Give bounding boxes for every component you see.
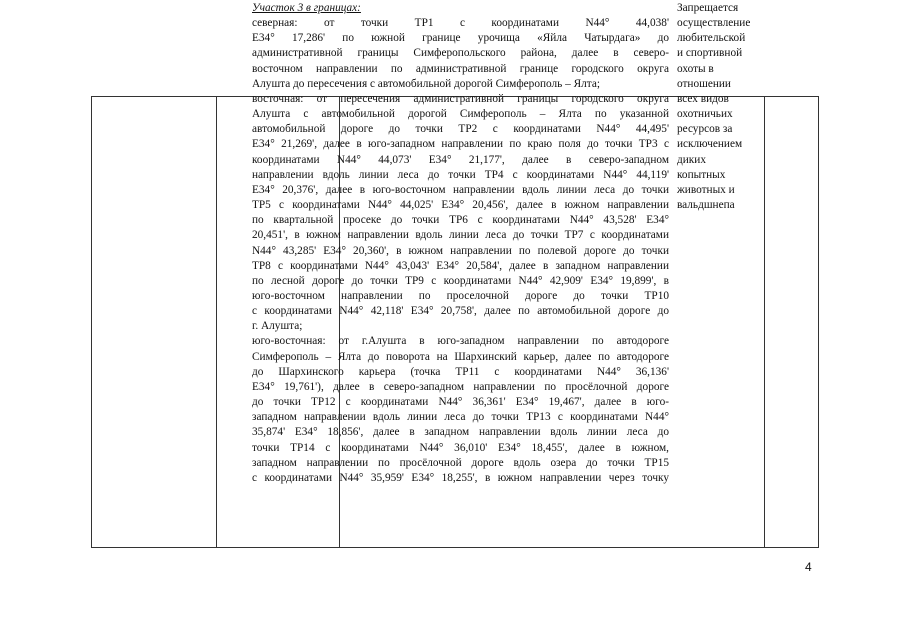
restriction-line: животных и (677, 183, 735, 196)
text-line: до Шархинского карьера (точка ТР11 с координатами N44° 36,136' (252, 365, 669, 378)
text-line: N44° 43,285' E34° 20,360', в южном направлении по полевой дороге до точки (252, 244, 669, 257)
text-line: западном направлении по просёлочной дороге вдоль озера до точки ТР15 (252, 456, 669, 469)
text-line: Алушта до пересечения с автомобильной дорогой Симферополь – Ялта; (252, 77, 600, 90)
text-line: ТР8 с координатами N44° 43,043' E34° 20,584', далее в западном направлении (252, 259, 669, 272)
text-line: по квартальной просеке до точки ТР6 с координатами N44° 43,528' E34° (252, 214, 669, 227)
restriction-line: копытных (677, 168, 726, 181)
text-line: ТР5 с координатами N44° 44,025' E34° 20,456', далее в южном направлении (252, 199, 669, 212)
text-line: до точки ТР12 с координатами N44° 36,361' E34° 19,467', далее в юго- (252, 396, 669, 409)
restriction-line: осуществление (677, 17, 751, 30)
restriction-line: диких (677, 153, 706, 166)
restriction-line: и спортивной (677, 47, 743, 60)
text-line: юго-восточная: от г.Алушта в юго-западном направлении по автодороге (252, 335, 669, 348)
text-line: с координатами N44° 35,959' E34° 18,255', в южном направлении через точку (252, 471, 669, 484)
text-line: E34° 17,286' по южной границе урочища «Яйла Чатырдага» до (252, 32, 669, 45)
text-line: административной границы Симферопольского района, далее в северо- (252, 47, 669, 60)
text-line: северная: от точки ТР1 с координатами N44° 44,038' (252, 17, 669, 30)
text-line: 35,874' E34° 18,856', далее в западном направлении вдоль линии леса до (252, 426, 669, 439)
text-line: по лесной дороге до точки ТР9 с координатами N44° 42,909' E34° 19,899', в (252, 274, 669, 287)
restriction-line: отношении (677, 77, 731, 90)
restriction-line: всех видов (677, 92, 729, 105)
restriction-line: Запрещается (677, 2, 739, 14)
text-line: координатами N44° 44,073' E34° 21,177', далее в северо-западном (252, 153, 669, 166)
boundary-description (252, 1, 669, 486)
text-line: восточная: от пересечения административной границы городского округа (252, 92, 669, 105)
text-line: г. Алушта; (252, 320, 303, 333)
text-line: Алушта с автомобильной дорогой Симферополь – Ялта по указанной (252, 108, 669, 121)
section-heading: Участок 3 в границах: (252, 2, 361, 14)
text-line: юго-восточном направлении по проселочной дороге до точки ТР10 (252, 289, 669, 302)
restriction-line: вальдшнепа (677, 199, 735, 212)
restriction-line: любительской (677, 32, 746, 45)
restriction-line: охотничьих (677, 108, 733, 121)
text-line: E34° 20,376', далее в юго-восточном направлении вдоль линии леса до точки (252, 183, 669, 196)
page-number: 4 (805, 560, 812, 574)
text-line: 20,451', в южном направлении вдоль линии леса до точки ТР7 с координатами (252, 229, 669, 242)
text-line: направлении вдоль линии леса до точки ТР4 с координатами N44° 44,119' (252, 168, 669, 181)
restriction-line: ресурсов за (677, 123, 733, 136)
text-line: Симферополь – Ялта до поворота на Шархинский карьер, далее по автодороге (252, 350, 669, 363)
text-line: E34° 19,761'), далее в северо-западном направлении по просёлочной дороге (252, 380, 669, 393)
text-line: автомобильной дороге до точки ТР2 с координатами N44° 44,495' (252, 123, 669, 136)
text-line: точки ТР14 с координатами N44° 36,010' E34° 18,455', далее в южном, (252, 441, 669, 454)
table-column-1 (92, 97, 217, 547)
text-line: восточном направлении по административной границе городского округа (252, 62, 669, 75)
restriction-line: охоты в (677, 62, 714, 75)
text-line: E34° 21,269', далее в юго-западном направлении по краю поля до точки ТР3 с (252, 138, 669, 151)
restriction-line: исключением (677, 138, 743, 151)
text-line: западном направлении вдоль линии леса до точки ТР13 с координатами N44° (252, 411, 669, 424)
text-line: с координатами N44° 42,118' E34° 20,758', далее по автомобильной дороге до (252, 305, 669, 318)
hunting-restriction (677, 1, 751, 213)
